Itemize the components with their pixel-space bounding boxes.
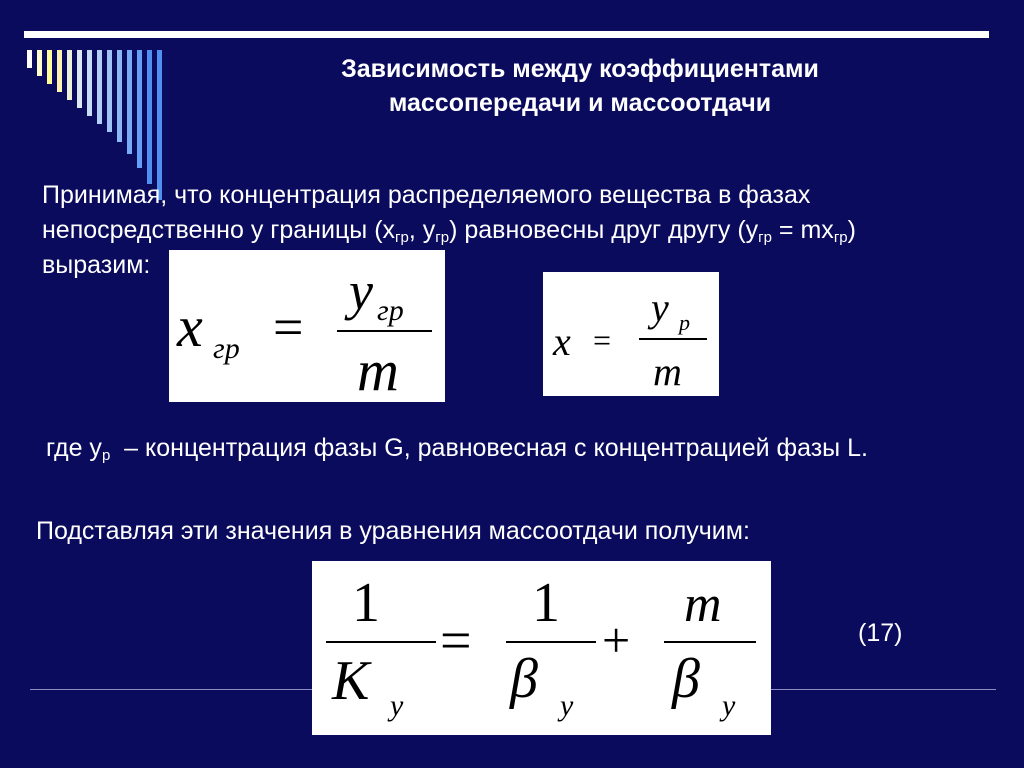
stripe: [137, 50, 142, 168]
formula1-lhs-sub: гр: [213, 332, 240, 365]
formula1-lhs-var: x: [177, 294, 203, 359]
stripe: [107, 50, 112, 132]
formula2-den: m: [653, 349, 682, 394]
text: , y: [408, 216, 436, 244]
formula3-equals: =: [440, 610, 472, 672]
text: ): [847, 216, 856, 244]
title-line-1: Зависимость между коэффициентами: [341, 55, 819, 83]
substitute-line: Подставляя эти значения в уравнения массоотдачи получим:: [36, 517, 750, 545]
intro-line-1: Принимая, что концентрация распределяемого вещества в фазах: [42, 181, 811, 209]
subscript: гр: [395, 229, 409, 246]
formula1-num-sub: гр: [377, 294, 404, 327]
formula2-equals: =: [593, 322, 612, 358]
formula3-num3: m: [684, 576, 722, 633]
top-rule: [24, 31, 989, 38]
stripe: [47, 50, 52, 84]
text: где y: [46, 434, 102, 462]
title-line-2: массопередачи и массоотдачи: [388, 89, 772, 117]
intro-line-3: выразим:: [42, 251, 151, 279]
formula3-fraction-bar-2: [506, 641, 596, 643]
formula3-num2: 1: [532, 572, 560, 634]
formula-box-3: [312, 561, 771, 735]
intro-line-2: [42, 213, 1002, 248]
stripe: [67, 50, 72, 100]
stripe: [127, 50, 132, 154]
stripe: [37, 50, 42, 76]
formula3-fraction-bar-3: [664, 641, 756, 643]
text: = mx: [771, 216, 834, 244]
formula3-den2-sub: y: [560, 689, 574, 722]
formula3-den3-var: β: [672, 648, 700, 710]
formula-box-1: [169, 250, 445, 402]
stripe: [27, 50, 32, 68]
formula1-num-var: y: [349, 261, 373, 321]
where-line: [46, 434, 868, 463]
formula2-num-sub: р: [679, 310, 690, 335]
formula2-lhs-var: x: [553, 319, 571, 364]
slide-title: [260, 52, 900, 120]
formula3-fraction-bar-1: [326, 641, 436, 643]
subscript: р: [101, 447, 111, 464]
text: ) равновесны друг другу (y: [449, 216, 759, 244]
formula3-den1-var: K: [332, 650, 370, 712]
formula1-fraction-bar: [337, 330, 432, 332]
formula1-equals: =: [273, 297, 304, 357]
formula1-den: m: [357, 338, 399, 403]
formula2-fraction-bar: [639, 338, 707, 340]
equation-number: (17): [858, 619, 903, 647]
formula2-num-var: y: [651, 285, 669, 330]
formula3-den2-var: β: [510, 648, 538, 710]
stripe: [77, 50, 82, 108]
stripe: [87, 50, 92, 116]
text: непосредственно у границы (x: [42, 216, 396, 244]
text: – концентрация фазы G, равновесная с концентрацией фазы L.: [110, 434, 868, 462]
formula3-num1: 1: [352, 572, 380, 634]
stripe: [97, 50, 102, 124]
stripe: [117, 50, 122, 142]
formula3-den3-sub: y: [722, 689, 736, 722]
subscript: гр: [435, 229, 450, 246]
formula-box-2: [543, 272, 719, 396]
formula3-plus: +: [602, 612, 631, 668]
subscript: гр: [833, 229, 848, 246]
stripe: [57, 50, 62, 92]
formula3-den1-sub: y: [390, 689, 404, 722]
subscript: гр: [758, 229, 772, 246]
stripe: [147, 50, 152, 184]
